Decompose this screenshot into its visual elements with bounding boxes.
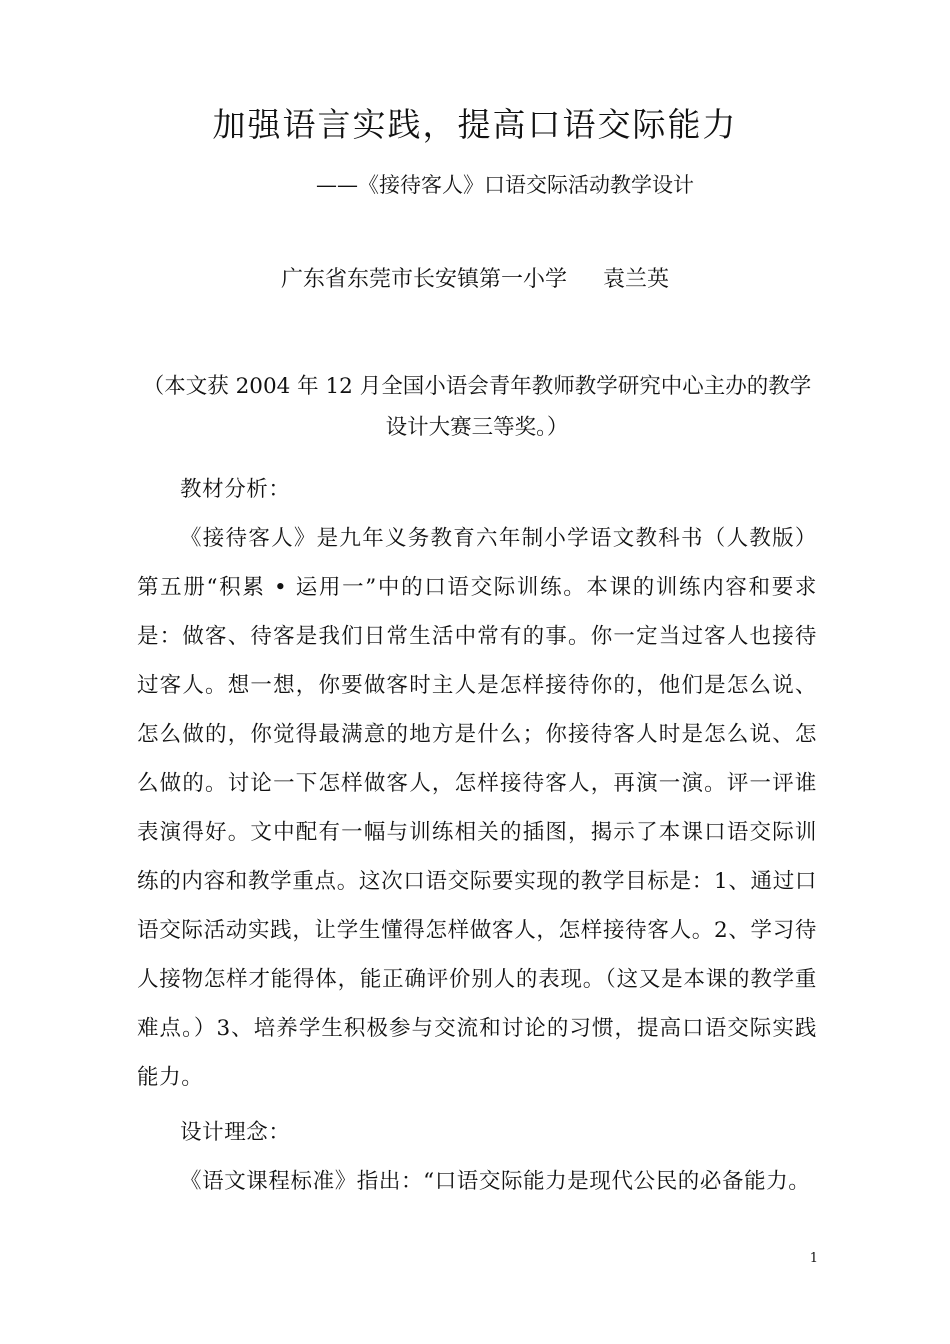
document-subtitle: ——《接待客人》口语交际活动教学设计 <box>316 173 694 197</box>
section-heading-textbook-analysis: 教材分析： <box>180 477 291 502</box>
section-paragraph-textbook-analysis: 《接待客人》是九年义务教育六年制小学语文教科书（人教版）第五册“积累 • 运用一”中的口语交际训练。本课的训练内容和要求是：做客、待客是我们日常生活中常有的事。你一定当过客人也接待过客人。想一想，你要做客时主人是怎样接待你的，他们是怎么说、怎么做的，你觉得最满意的地方是什么；你接待客人时是怎么说、怎么做的。讨论一下怎样做客人，怎样接待客人，再演一演。评一评谁表演得好。文中配有一幅与训练相关的插图，揭示了本课口语交际训练的内容和教学重点。这次口语交际要实现的教学目标是：1、通过口语交际活动实践，让学生懂得怎样做客人，怎样接待客人。2、学习待人接物怎样才能得体，能正确评价别人的表现。（这又是本课的教学重难点。）3、培养学生积极参与交流和讨论的习惯，提高口语交际实践能力。 <box>137 526 817 1090</box>
author-name: 袁兰英 <box>603 267 670 292</box>
author-school: 广东省东莞市长安镇第一小学 <box>280 267 567 292</box>
section-paragraph-design-concept: 《语文课程标准》指出：“口语交际能力是现代公民的必备能力。 <box>180 1169 811 1194</box>
document-body <box>137 465 817 1206</box>
author-line <box>0 264 950 296</box>
section-heading-design-concept: 设计理念： <box>180 1120 291 1145</box>
award-note: （本文获 2004 年 12 月全国小语会青年教师教学研究中心主办的教学设计大赛三等奖。） <box>142 374 812 440</box>
page-number: 1 <box>809 1251 818 1266</box>
document-title: 加强语言实践，提高口语交际能力 <box>212 105 738 144</box>
